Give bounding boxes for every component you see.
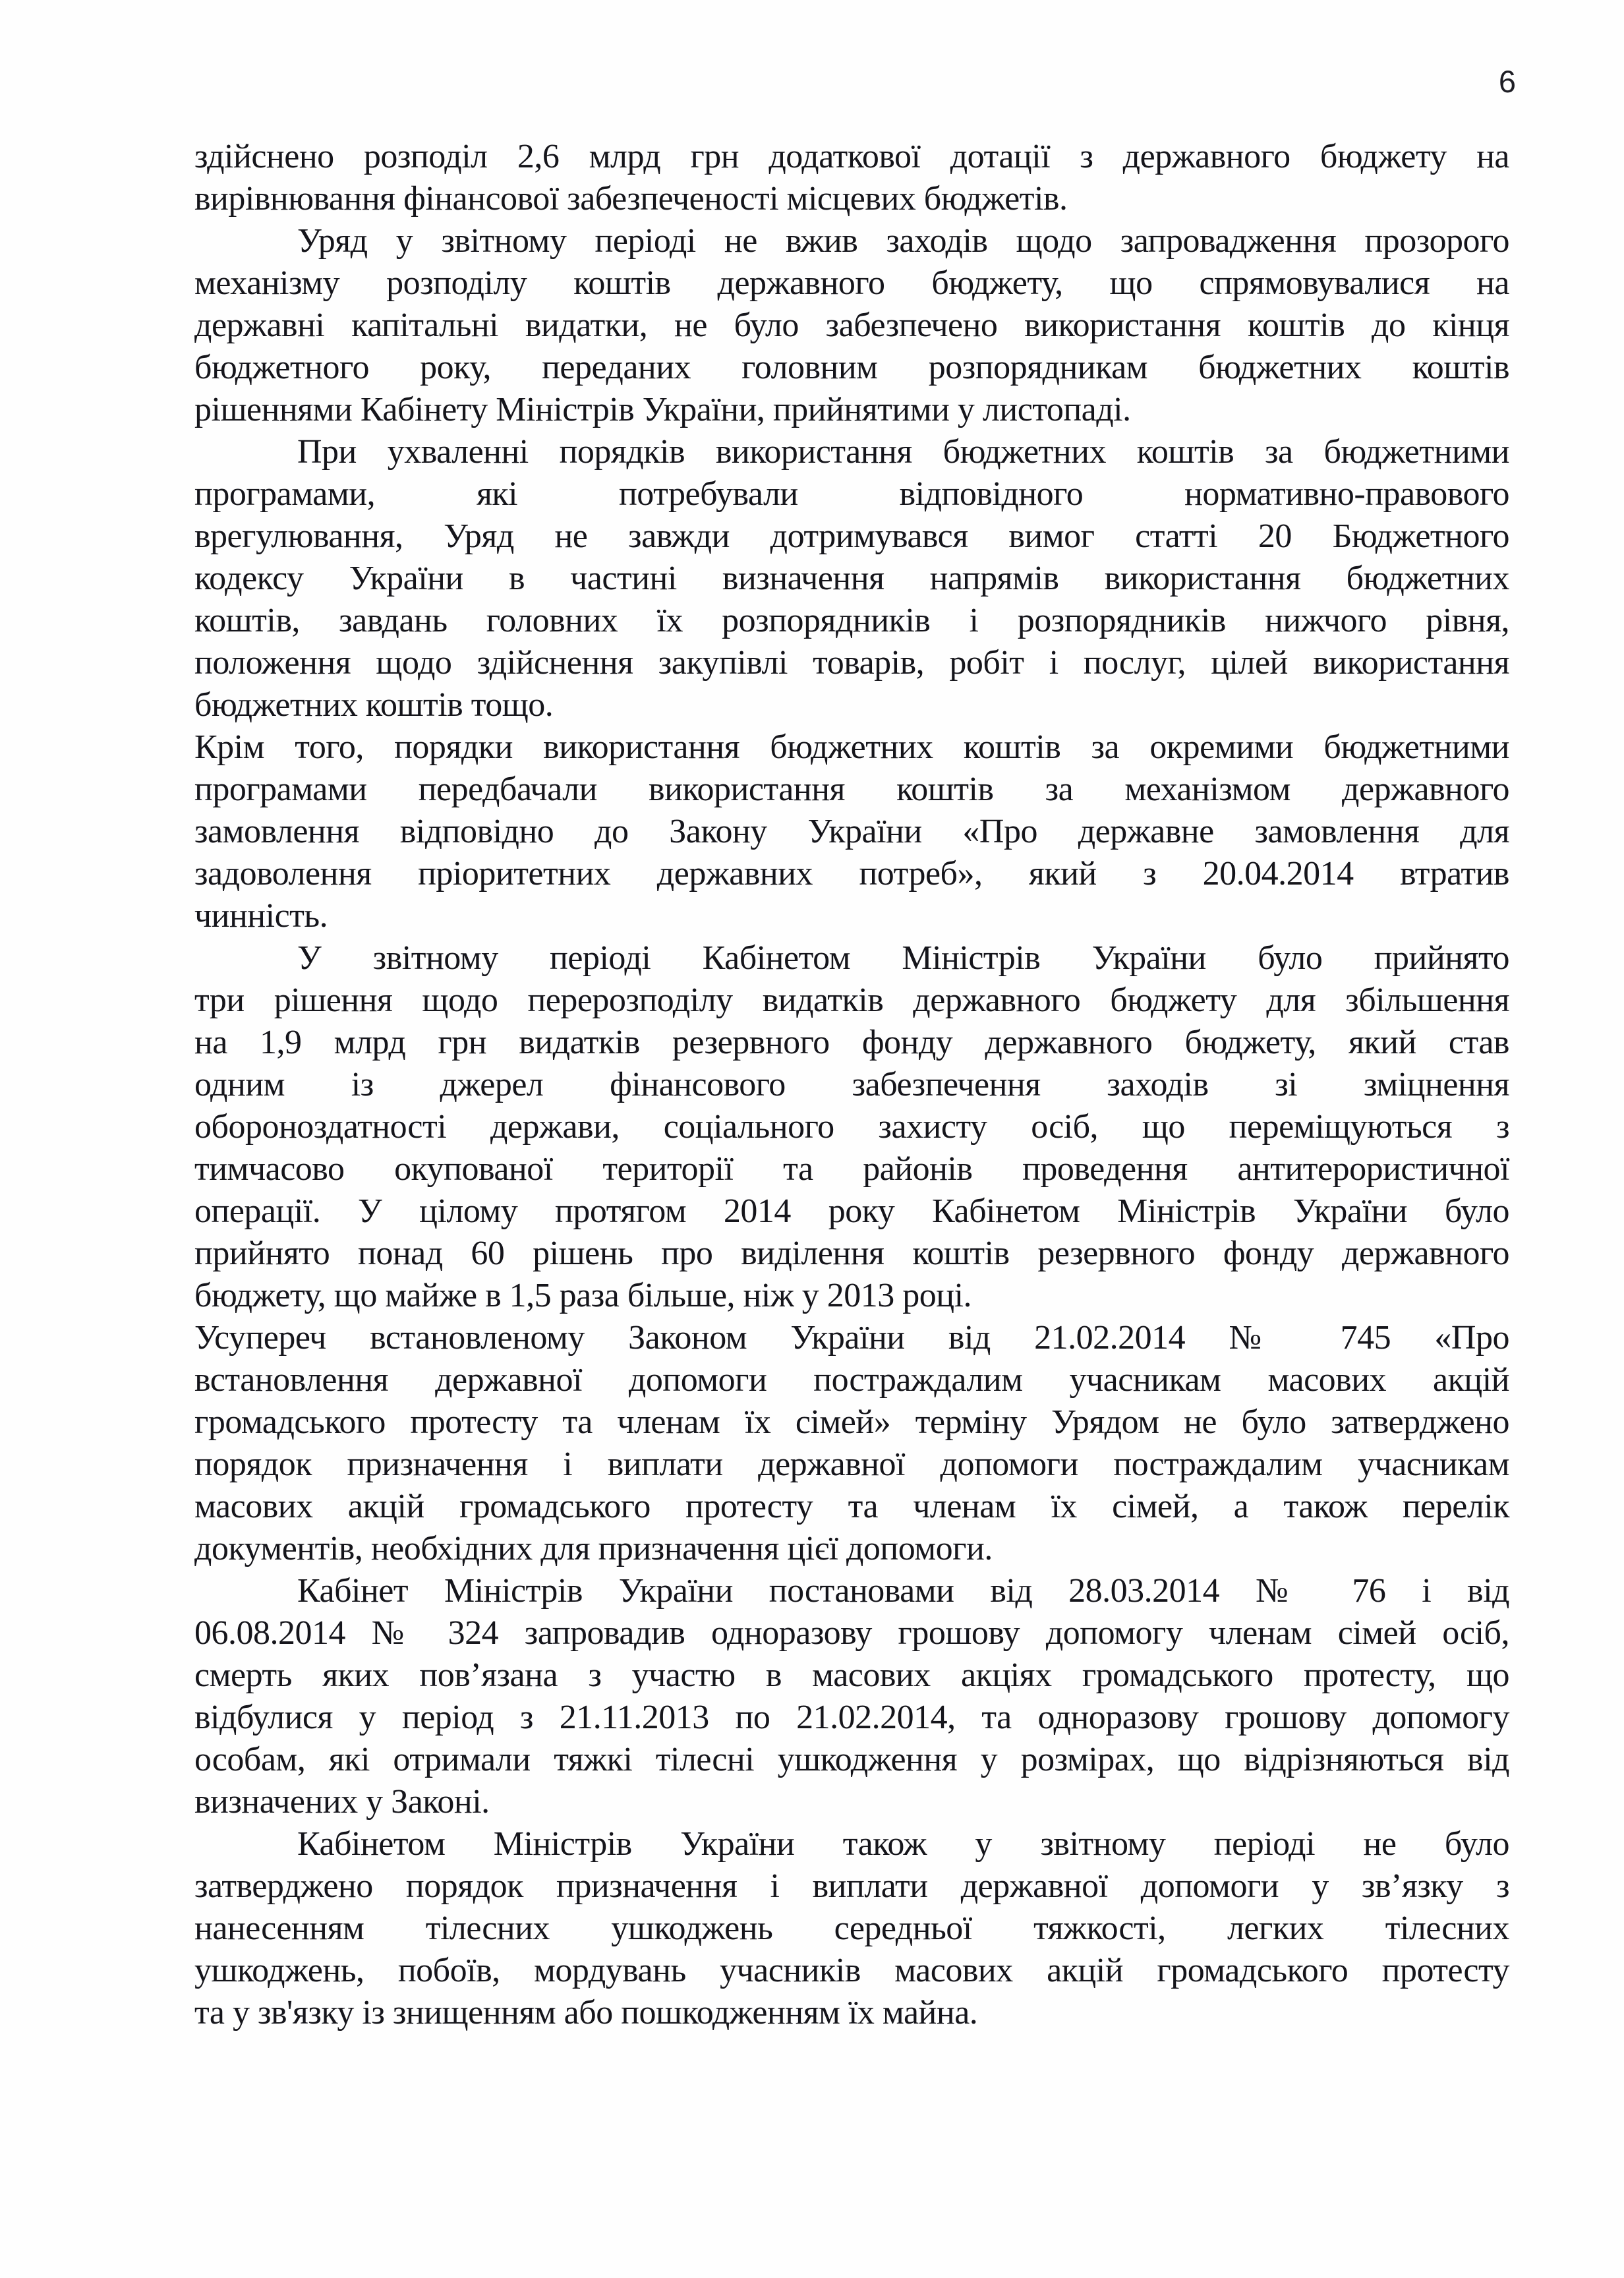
text-line: одним із джерел фінансового забезпечення заходів зі зміцнення: [194, 1066, 1509, 1103]
text-line: на 1,9 млрд грн видатків резервного фонду державного бюджету, який став: [194, 1024, 1509, 1061]
text-line: затверджено порядок призначення і виплати державної допомоги у зв’язку з: [194, 1867, 1509, 1905]
text-line: Крім того, порядки використання бюджетних коштів за окремими бюджетними: [194, 728, 1509, 766]
text-line: Усупереч встановленому Законом України від 21.02.2014 № 745 «Про: [194, 1319, 1509, 1357]
text-line: Кабінет Міністрів України постановами від 28.03.2014 № 76 і від: [297, 1572, 1509, 1610]
text-line: рішеннями Кабінету Міністрів України, прийнятими у листопаді.: [194, 391, 1131, 428]
text-line: три рішення щодо перерозподілу видатків державного бюджету для збільшення: [194, 981, 1509, 1019]
paragraph: [194, 220, 1509, 431]
text-line: 06.08.2014 № 324 запровадив одноразову грошову допомогу членам сімей осіб,: [194, 1614, 1509, 1652]
page-number: 6: [1498, 64, 1516, 99]
text-line: механізму розподілу коштів державного бюджету, що спрямовувалися на: [194, 264, 1509, 302]
text-line: державні капітальні видатки, не було забезпечено використання коштів до кінця: [194, 307, 1509, 344]
text-line: положення щодо здійснення закупівлі товарів, робіт і послуг, цілей використання: [194, 644, 1509, 682]
text-line: обороноздатності держави, соціального захисту осіб, що переміщуються з: [194, 1108, 1509, 1146]
text-line: чинність.: [194, 897, 328, 935]
text-line: бюджетних коштів тощо.: [194, 686, 554, 724]
text-line: особам, які отримали тяжкі тілесні ушкодження у розмірах, що відрізняються від: [194, 1741, 1509, 1778]
text-line: ушкоджень, побоїв, мордувань учасників масових акцій громадського протесту: [194, 1952, 1509, 1989]
text-line: бюджету, що майже в 1,5 раза більше, ніж у 2013 році.: [194, 1277, 972, 1314]
text-line: задоволення пріоритетних державних потреб», який з 20.04.2014 втратив: [194, 855, 1509, 892]
text-line: та у зв'язку із знищенням або пошкодженням їх майна.: [194, 1994, 978, 2031]
paragraph: [194, 1317, 1509, 1570]
text-line: У звітному періоді Кабінетом Міністрів України було прийнято: [297, 939, 1509, 977]
text-line: операції. У цілому протягом 2014 року Кабінетом Міністрів України було: [194, 1192, 1509, 1230]
text-line: програмами, які потребували відповідного нормативно-правового: [194, 475, 1509, 513]
text-line: вирівнювання фінансової забезпеченості місцевих бюджетів.: [194, 180, 1068, 218]
text-line: Уряд у звітному періоді не вжив заходів щодо запровадження прозорого: [297, 222, 1509, 260]
text-line: відбулися у період з 21.11.2013 по 21.02.2014, та одноразову грошову допомогу: [194, 1699, 1509, 1736]
text-line: здійснено розподіл 2,6 млрд грн додаткової дотації з державного бюджету на: [194, 138, 1509, 175]
text-line: масових акцій громадського протесту та членам їх сімей, а також перелік: [194, 1488, 1509, 1525]
text-line: При ухваленні порядків використання бюджетних коштів за бюджетними: [297, 433, 1509, 471]
text-line: врегулювання, Уряд не завжди дотримувався вимог статті 20 Бюджетного: [194, 517, 1509, 555]
text-line: нанесенням тілесних ушкоджень середньої тяжкості, легких тілесних: [194, 1910, 1509, 1947]
paragraph: [194, 937, 1509, 1317]
text-line: документів, необхідних для призначення цієї допомоги.: [194, 1530, 993, 1567]
text-line: порядок призначення і виплати державної допомоги постраждалим учасникам: [194, 1446, 1509, 1483]
text-line: програмами передбачали використання коштів за механізмом державного: [194, 771, 1509, 808]
text-line: кодексу України в частині визначення напрямів використання бюджетних: [194, 560, 1509, 597]
text-line: визначених у Законі.: [194, 1783, 490, 1821]
paragraph: [194, 726, 1509, 937]
text-line: смерть яких пов’язана з участю в масових акціях громадського протесту, що: [194, 1656, 1509, 1694]
paragraph: [194, 1570, 1509, 1823]
paragraph: [194, 136, 1509, 220]
text-line: прийнято понад 60 рішень про виділення коштів резервного фонду державного: [194, 1235, 1509, 1272]
text-line: бюджетного року, переданих головним розпорядникам бюджетних коштів: [194, 349, 1509, 386]
document-body: [194, 136, 1509, 2034]
text-line: коштів, завдань головних їх розпорядників і розпорядників нижчого рівня,: [194, 602, 1509, 639]
text-line: замовлення відповідно до Закону України «Про державне замовлення для: [194, 813, 1509, 850]
paragraph: [194, 431, 1509, 726]
text-line: тимчасово окупованої території та районів проведення антитерористичної: [194, 1150, 1509, 1188]
paragraph: [194, 1823, 1509, 2034]
text-line: Кабінетом Міністрів України також у звітному періоді не було: [297, 1825, 1509, 1863]
text-line: громадського протесту та членам їх сімей» терміну Урядом не було затверджено: [194, 1403, 1509, 1441]
text-line: встановлення державної допомоги постраждалим учасникам масових акцій: [194, 1361, 1509, 1399]
